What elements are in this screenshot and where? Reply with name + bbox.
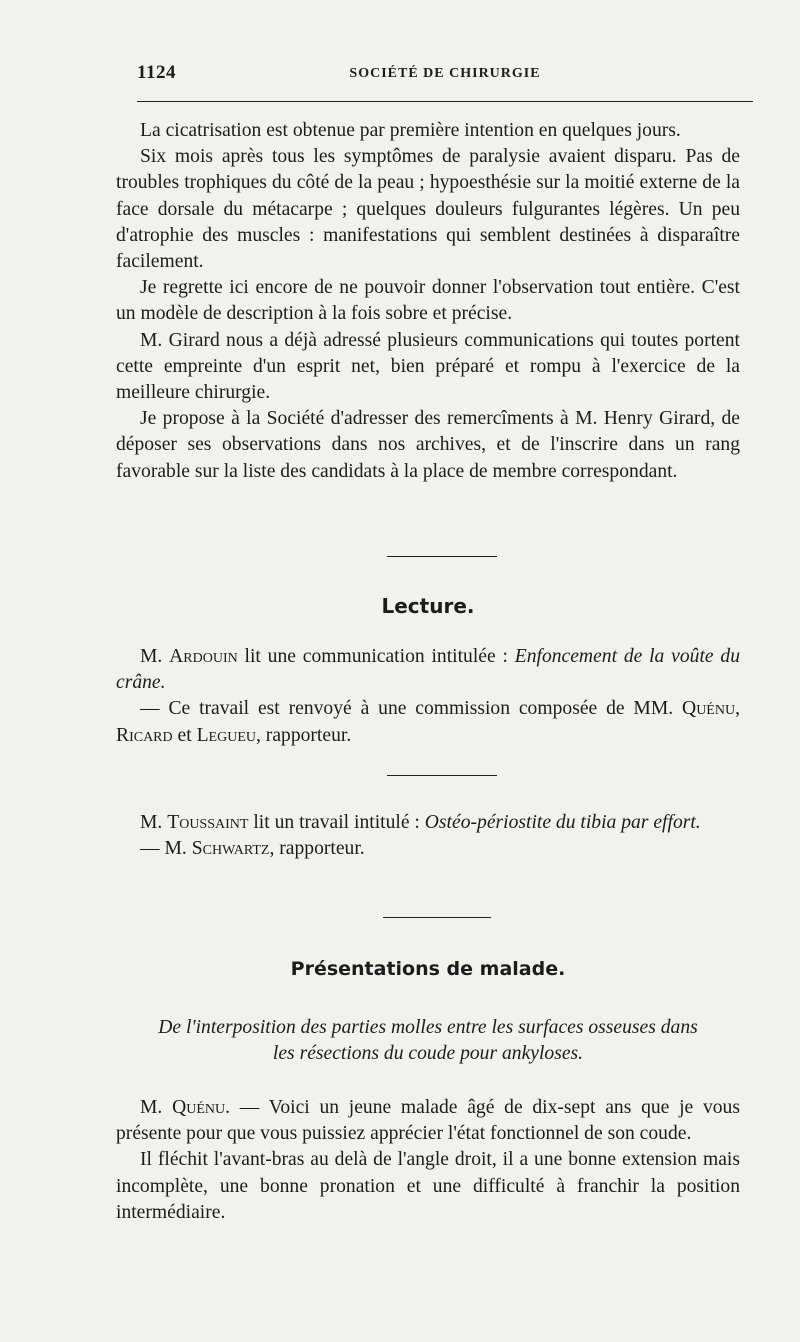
section-divider [383,917,491,918]
running-title: SOCIÉTÉ DE CHIRURGIE [349,66,541,81]
body-text: — Ce travail est renvoyé à une commission composée de MM. [140,698,674,720]
paragraph: — Ce travail est renvoyé à une commission composée de MM. Quénu, Ricard et Legueu, rapporteur. [116,698,740,746]
presentation-title [116,1015,740,1067]
member-name: Legueu [196,724,256,746]
paragraph [116,644,740,696]
section-divider [387,556,497,557]
report-conclusion [116,118,740,485]
title-line: les résections du coude pour ankyloses. [272,1043,584,1065]
body-text: — M. [140,838,187,860]
rapporteur-name: Schwartz [191,838,270,860]
prefix: M. [140,646,163,667]
paragraph: La cicatrisation est obtenue par première intention en quelques jours. [140,120,681,141]
lecture-item-toussaint [116,810,740,862]
section-heading-presentations: Présentations de malade. [290,958,566,980]
speaker-name: Quénu [172,1097,226,1118]
author-name: Toussaint [167,812,249,833]
paragraph [116,1095,740,1147]
body-text: . — Voici un jeune malade âgé de dix-sept ans que je vous présente pour que vous puissiez apprécier l'état fonctionnel de son coude. [116,1097,740,1145]
body-text: lit un travail intitulé : [253,812,420,833]
lecture-item-ardouin [116,644,740,749]
role-text: , rapporteur. [269,838,365,860]
communication-title: Enfoncement de la voûte du crâne. [116,646,740,694]
communication-title: Ostéo-périostite du tibia par effort. [424,812,701,833]
author-name: Ardouin [169,646,238,667]
paragraph: Je propose à la Société d'adresser des remercîments à M. Henry Girard, de déposer ses observations dans nos archives, et de l'inscrire dans un rang favorable sur la liste des candidats à la place de membre correspondant. [116,408,740,482]
section-divider [387,775,497,776]
section-heading-lecture: Lecture. [381,594,475,618]
connector: et [177,724,192,746]
paragraph: Je regrette ici encore de ne pouvoir donner l'observation tout entière. C'est un modèle de description à la fois sobre et précise. [116,277,740,325]
paragraph [116,810,740,836]
member-name: Quénu [682,698,736,720]
running-header [137,62,753,86]
paragraph: M. Girard nous a déjà adressé plusieurs communications qui toutes portent cette empreinte d'un esprit net, bien préparé et rompu à l'exercice de la meilleure chirurgie. [116,329,740,404]
page-number: 1124 [137,62,176,83]
body-text: lit une communication intitulée : [244,646,508,667]
role-text: , rapporteur. [256,724,352,746]
presentation-body [116,1095,740,1226]
prefix: M. [140,812,163,833]
paragraph: Il fléchit l'avant-bras au delà de l'angle droit, il a une bonne extension mais incomplète, une bonne pronation et une difficulté à franchir la position intermédiaire. [116,1149,740,1223]
paragraph: Six mois après tous les symptômes de paralysie avaient disparu. Pas de troubles trophiques du côté de la peau ; hypoesthésie sur la moitié externe de la face dorsale du métacarpe ; quelques douleurs fulgurantes légères. Un peu d'atrophie des muscles : manifestations qui semblent destinées à disparaître facilement. [116,146,740,273]
paragraph [116,836,740,862]
title-line: De l'interposition des parties molles entre les surfaces osseuses dans [158,1017,698,1038]
member-name: Ricard [116,724,173,746]
prefix: M. [140,1097,163,1118]
header-rule [137,101,753,102]
